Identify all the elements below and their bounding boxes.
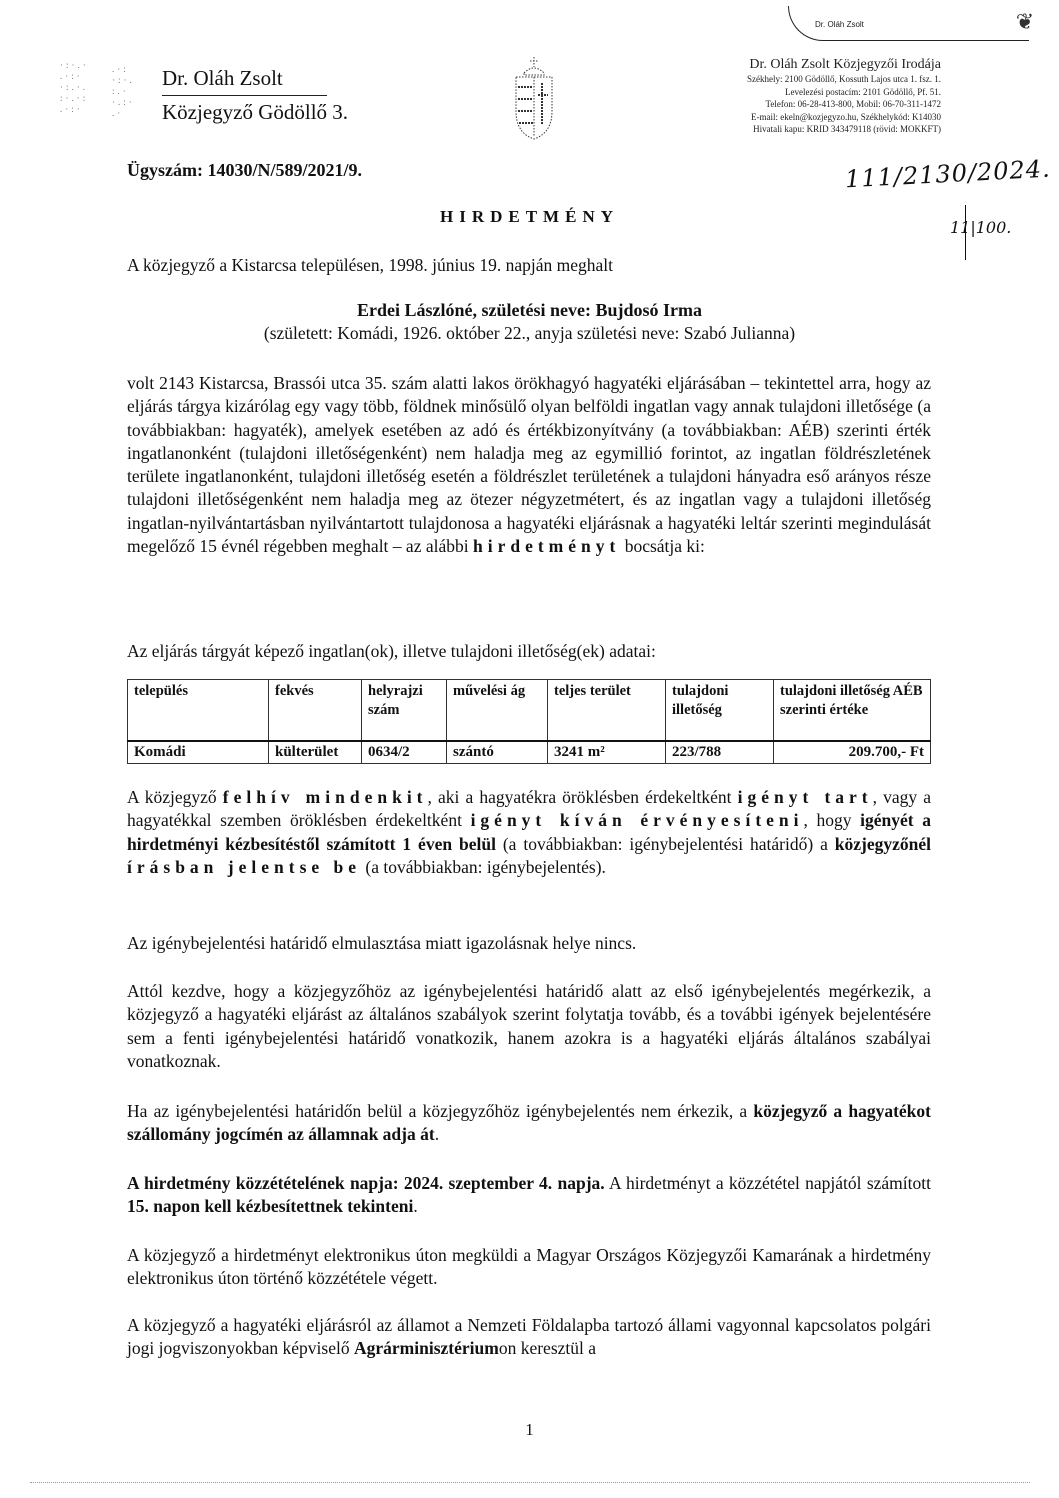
decorative-dots: ·:·.· .·:· ·:.·. :·.·: .·:·: [60, 60, 89, 114]
header-cell: település: [128, 680, 269, 742]
table-row: [128, 741, 931, 764]
paragraph-text: (a továbbiakban: igénybejelentési határidő) a: [495, 833, 835, 854]
paragraph-text: bocsátja ki:: [620, 536, 705, 557]
header-cell: fekvés: [269, 680, 362, 742]
paragraph-text: .: [434, 1124, 440, 1145]
header-cell: tulajdoni illetőség AÉB szerinti értéke: [774, 680, 931, 742]
cell-area: 3241 m²: [548, 741, 666, 764]
cell-cultivation: szántó: [447, 741, 548, 764]
handwritten-subnumber: 11|100.: [950, 218, 1012, 237]
header-cell: tulajdoni illetőség: [666, 680, 774, 742]
paragraph-text: A hirdetményt a közzététel napjától számított: [604, 1173, 931, 1193]
cell-value: 209.700,- Ft: [774, 741, 931, 764]
stamp-name: Dr. Oláh Zsolt: [815, 20, 864, 29]
emphasis-text: írásban jelentse be: [127, 856, 362, 877]
office-phone: Telefon: 06-28-413-800, Mobil: 06-70-311-1472: [765, 99, 941, 109]
office-gateway: Hivatali kapu: KRID 343479118 (rövid: MOKKFT): [753, 124, 941, 134]
property-table: [127, 679, 931, 764]
office-postal: Levelezési postacím: 2101 Gödöllő, Pf. 51.: [785, 86, 941, 97]
cell-location: külterület: [269, 741, 362, 764]
paragraph-chamber: A közjegyző a hirdetményt elektronikus úton megküldi a Magyar Országos Közjegyzői Kamarának a hirdetmény elektronikus úton történő közzététele végett.: [127, 1245, 931, 1289]
paragraph-text: , hogy: [803, 810, 861, 831]
paragraph-text: on keresztül a: [498, 1338, 597, 1359]
scan-artifact-line: [30, 1482, 1030, 1483]
cell-parcel: 0634/2: [362, 741, 447, 764]
cell-share: 223/788: [666, 741, 774, 764]
decorative-dots: .·: ·:·. :.· ·.:· .·: [112, 64, 135, 118]
notary-title: Közjegyző Gödöllő 3.: [162, 100, 349, 124]
paragraph-ministry: [127, 1314, 931, 1361]
document-title: HIRDETMÉNY: [439, 207, 619, 226]
page-number: 1: [525, 1420, 534, 1439]
paragraph-text: .: [413, 1196, 418, 1217]
bold-text: A hirdetmény közzétételének napja: 2024. szeptember 4. napja.: [127, 1173, 605, 1193]
cell-settlement: Komádi: [128, 741, 269, 764]
intro-text: A közjegyző a Kistarcsa településen, 1998. június 19. napján meghalt: [127, 255, 613, 275]
paragraph-text: Ha az igénybejelentési határidőn belül a közjegyzőhöz igénybejelentés nem érkezik, a: [127, 1101, 754, 1121]
paragraph-no-excuse: Az igénybejelentési határidő elmulasztása miatt igazolásnak helye nincs.: [127, 933, 637, 953]
notary-name: Dr. Oláh Zsolt: [162, 66, 283, 90]
bold-text: igényét a hirdetményi kézbesítéstől számított 1 éven belül: [127, 810, 931, 854]
bold-text: 15. napon kell kézbesítettnek tekinteni: [127, 1196, 414, 1217]
seal-icon: ❦: [1015, 9, 1035, 34]
paragraph-escheat: [127, 1100, 931, 1147]
bold-text: közjegyző a hagyatékot szállomány jogcímén az államnak adja át: [127, 1101, 931, 1145]
paragraph-text: A közjegyző a hagyatéki eljárásról az államot a Nemzeti Földalapba tartozó állami vagyonnal kapcsolatos polgári jogi jogviszonyokban képviselő: [127, 1315, 931, 1359]
case-number: Ügyszám: 14030/N/589/2021/9.: [127, 160, 362, 180]
handwritten-reference: 111/2130/2024.: [844, 154, 1052, 194]
office-letterhead: [745, 56, 941, 136]
paragraph-text: , aki a hagyatékra öröklésben érdekeltként: [427, 787, 738, 807]
divider: [162, 95, 327, 96]
paragraph-publication-date: [127, 1172, 931, 1219]
header-cell: teljes terület: [548, 680, 666, 742]
paragraph-text: , vagy a hagyatékkal szemben öröklésben érdekeltként: [127, 787, 931, 831]
deceased-name: Erdei Lászlóné, születési neve: Bujdosó Irma: [357, 300, 702, 320]
paragraph-main: [127, 372, 931, 558]
coat-of-arms-icon: [510, 55, 558, 141]
bold-text: Agrárminisztérium: [354, 1338, 499, 1359]
office-address: Székhely: 2100 Gödöllő, Kossuth Lajos utca 1. fsz. 1.: [747, 74, 941, 84]
emphasis-text: igényt kíván érvényesíteni: [470, 810, 804, 831]
emphasis-text: hirdetményt: [472, 536, 621, 557]
office-title: Dr. Oláh Zsolt Közjegyzői Irodája: [749, 57, 941, 72]
table-intro: Az eljárás tárgyát képező ingatlan(ok), illetve tulajdoni illetőség(ek) adatai:: [127, 641, 656, 661]
emphasis-text: felhív mindenkit: [222, 787, 428, 807]
deceased-details: (született: Komádi, 1926. október 22., anyja születési neve: Szabó Julianna): [263, 323, 796, 343]
bold-text: közjegyzőnél: [834, 833, 931, 854]
office-email: E-mail: ekeln@kozjegyzo.hu, Székhelykód: K14030: [751, 111, 941, 122]
paragraph-text: A közjegyző: [127, 787, 223, 807]
paragraph-claims: [127, 786, 931, 879]
paragraph-procedure: Attól kezdve, hogy a közjegyzőhöz az igénybejelentési határidő alatt az első igénybejelentés megérkezik, a közjegyző a hagyatéki eljárást az általános szabályok szerint folytatja tovább, és a további igények bejelentésére sem a fenti igénybejelentési határidő vonatkozik, hanem azokra is a hagyatéki eljárás általános szabályai vonatkoznak.: [127, 981, 931, 1071]
paragraph-text: volt 2143 Kistarcsa, Brassói utca 35. szám alatti lakos örökhagyó hagyatéki eljárásában – tekintettel arra, hogy az eljárás tárgya kizárólag egy vagy több, földnek minősülő olyan belföldi ingatlan vagy annak tulajdoni illetősége (a továbbiakban: hagyaték), amelyek esetében az adó és értékbizonyítvány (a továbbiakban: AÉB) szerinti érték ingatlanonként (tulajdoni illetőségenként) nem haladja meg az egymillió forintot, az ingatlan földrészletének területe ingatlanonként, tulajdoni illetőség esetén a földrészlet területének a tulajdoni hányadra eső arányos része tulajdoni illetőségenként nem haladja meg az ötezer négyzetmétert, és az ingatlan vagy a tulajdoni illetőség ingatlan-nyilvántartásban nyilvántartott tulajdonosa a hagyatéki eljárásnak a hagyatéki leltár szerinti megindulását megelőző 15 évnél régebben meghalt – az alábbi: [127, 373, 931, 557]
header-cell: helyrajzi szám: [362, 680, 447, 742]
table-header-row: [128, 680, 931, 742]
paragraph-text: (a továbbiakban: igénybejelentés).: [361, 856, 606, 877]
header-cell: művelési ág: [447, 680, 548, 742]
emphasis-text: igényt tart: [737, 787, 873, 807]
